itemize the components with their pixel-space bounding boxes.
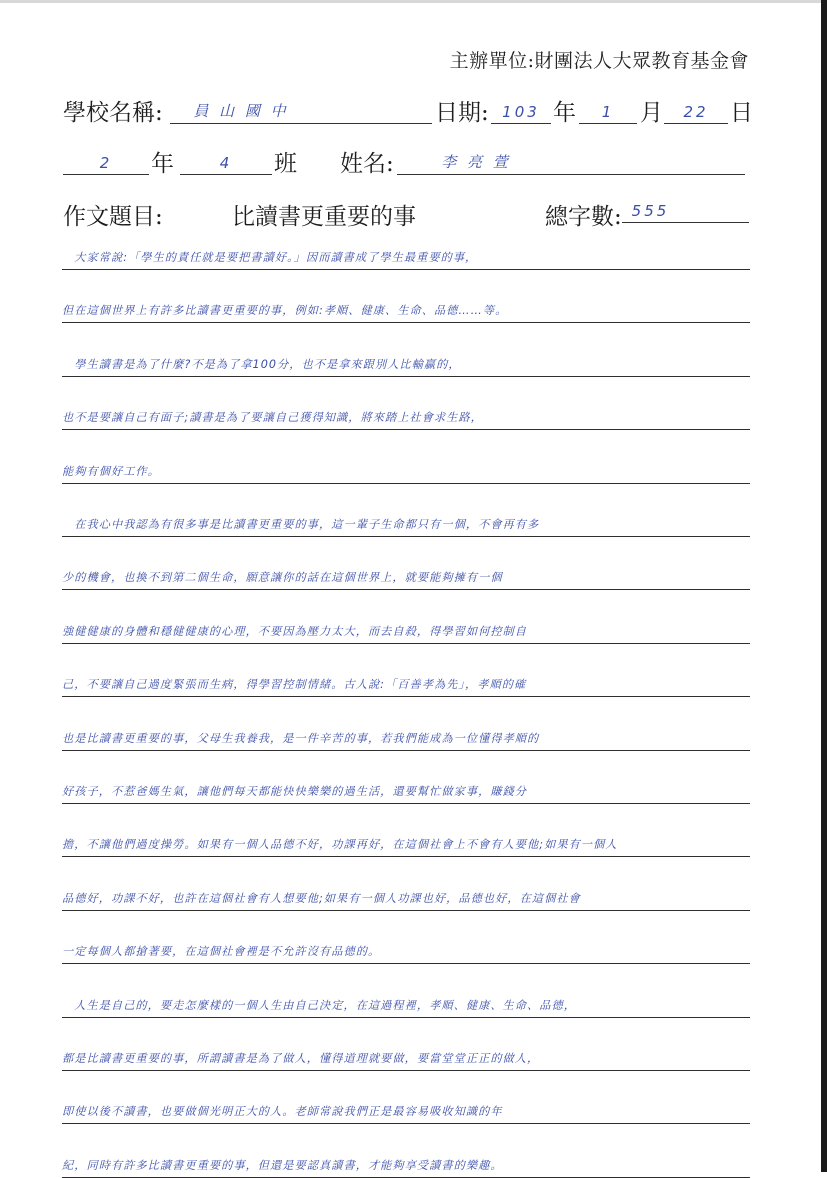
essay-line-text: 也不是要讓自己有面子;讀書是為了要讓自己獲得知識，將來踏上社會求生路， (62, 411, 483, 425)
month-label: 月 (640, 100, 663, 126)
essay-line (62, 481, 750, 537)
essay-line (62, 855, 750, 911)
scan-right-edge (821, 0, 827, 1172)
essay-line-text: 都是比讀書更重要的事，所謂讀書是為了做人，懂得道理就要做，要當堂堂正正的做人， (62, 1052, 540, 1065)
essay-line-text: 強健健康的身體和穩健健康的心理，不要因為壓力太大，而去自殺，得學習如何控制自 (62, 624, 528, 638)
school-value: 員 山 國 中 (193, 102, 289, 120)
essay-line (62, 1068, 750, 1124)
date-day-value: 22 (683, 103, 709, 121)
essay-line (62, 908, 750, 964)
date-month-value: 1 (601, 103, 615, 121)
essay-line-text: 擔，不讓他們過度操勞。如果有一個人品德不好，功課再好，在這個社會上不會有人要他;如果有一個人 (62, 838, 618, 852)
scan-top-edge (0, 0, 827, 3)
essay-line-text: 少的機會，也換不到第二個生命，願意讓你的話在這個世界上，就要能夠擁有一個 (62, 571, 503, 585)
name-label: 姓名: (340, 151, 394, 177)
word-count-value: 555 (631, 202, 670, 220)
grade-field (63, 148, 149, 175)
day-label: 日 (730, 100, 753, 126)
essay-line-text: 大家常說:「學生的責任就是要把書讀好。」因而讀書成了學生最重要的事， (62, 251, 478, 264)
essay-line (62, 267, 750, 323)
word-count-label: 總字數: (545, 204, 622, 230)
essay-line-text: 人生是自己的，要走怎麼樣的一個人生由自己決定，在這過程裡，孝順、健康、生命、品德， (62, 998, 576, 1012)
essay-line-text: 一定每個人都搶著要，在這個社會裡是不允許沒有品德的。 (62, 945, 381, 959)
date-month-field (579, 97, 637, 124)
organizer-header: 主辦單位:財團法人大眾教育基金會 (449, 50, 749, 72)
date-day-field (664, 97, 728, 124)
essay-line (62, 1122, 750, 1178)
essay-title-label: 作文題目: (63, 204, 163, 230)
essay-line (62, 214, 750, 270)
school-label: 學校名稱: (63, 100, 163, 126)
date-year-field (491, 97, 551, 124)
essay-line (62, 1015, 750, 1071)
name-value: 李 亮 萱 (441, 153, 511, 171)
essay-line (62, 534, 750, 590)
essay-line-text: 品德好，功課不好，也許在這個社會有人想要他;如果有一個人功課也好，品德也好，在這個社會 (62, 891, 581, 905)
essay-line (62, 748, 750, 804)
essay-line-text: 好孩子，不惹爸媽生氣，讓他們每天都能快快樂樂的過生活，還要幫忙做家事，賺錢分 (62, 785, 528, 798)
essay-line (62, 321, 750, 377)
class-value: 4 (219, 154, 233, 172)
essay-line (62, 695, 750, 751)
essay-title: 比讀書更重要的事 (232, 204, 416, 230)
date-year-value: 103 (502, 103, 540, 121)
essay-line (62, 801, 750, 857)
essay-line (62, 962, 750, 1018)
essay-line-text: 也是比讀書更重要的事，父母生我養我，是一件辛苦的事，若我們能成為一位懂得孝順的 (62, 731, 540, 745)
essay-line-text: 能夠有個好工作。 (62, 464, 160, 478)
class-field (180, 148, 272, 175)
date-label: 日期: (435, 100, 489, 126)
essay-line-text: 但在這個世界上有許多比讀書更重要的事，例如:孝順、健康、生命、品德……等。 (62, 304, 508, 318)
year-label: 年 (553, 100, 576, 126)
essay-line (62, 588, 750, 644)
essay-line-text: 學生讀書是為了什麼?不是為了拿100分，也不是拿來跟別人比輸贏的， (62, 357, 461, 371)
school-field (170, 97, 432, 124)
essay-line (62, 641, 750, 697)
essay-line-text: 即使以後不讀書，也要做個光明正大的人。老師常說我們正是最容易吸收知識的年 (62, 1105, 503, 1119)
essay-line-text: 己，不要讓自己過度緊張而生病，得學習控制情緒。古人說:「百善孝為先」，孝順的確 (62, 678, 527, 692)
grade-value: 2 (99, 154, 113, 172)
grade-label: 年 (151, 151, 174, 177)
name-field (397, 148, 745, 175)
essay-line (62, 428, 750, 484)
essay-line-text: 在我心中我認為有很多事是比讀書更重要的事，這一輩子生命都只有一個，不會再有多 (62, 518, 540, 531)
essay-line (62, 374, 750, 430)
class-label: 班 (274, 151, 297, 177)
essay-line-text: 紀，同時有許多比讀書更重要的事，但還是要認真讀書，才能夠享受讀書的樂趣。 (62, 1158, 503, 1172)
